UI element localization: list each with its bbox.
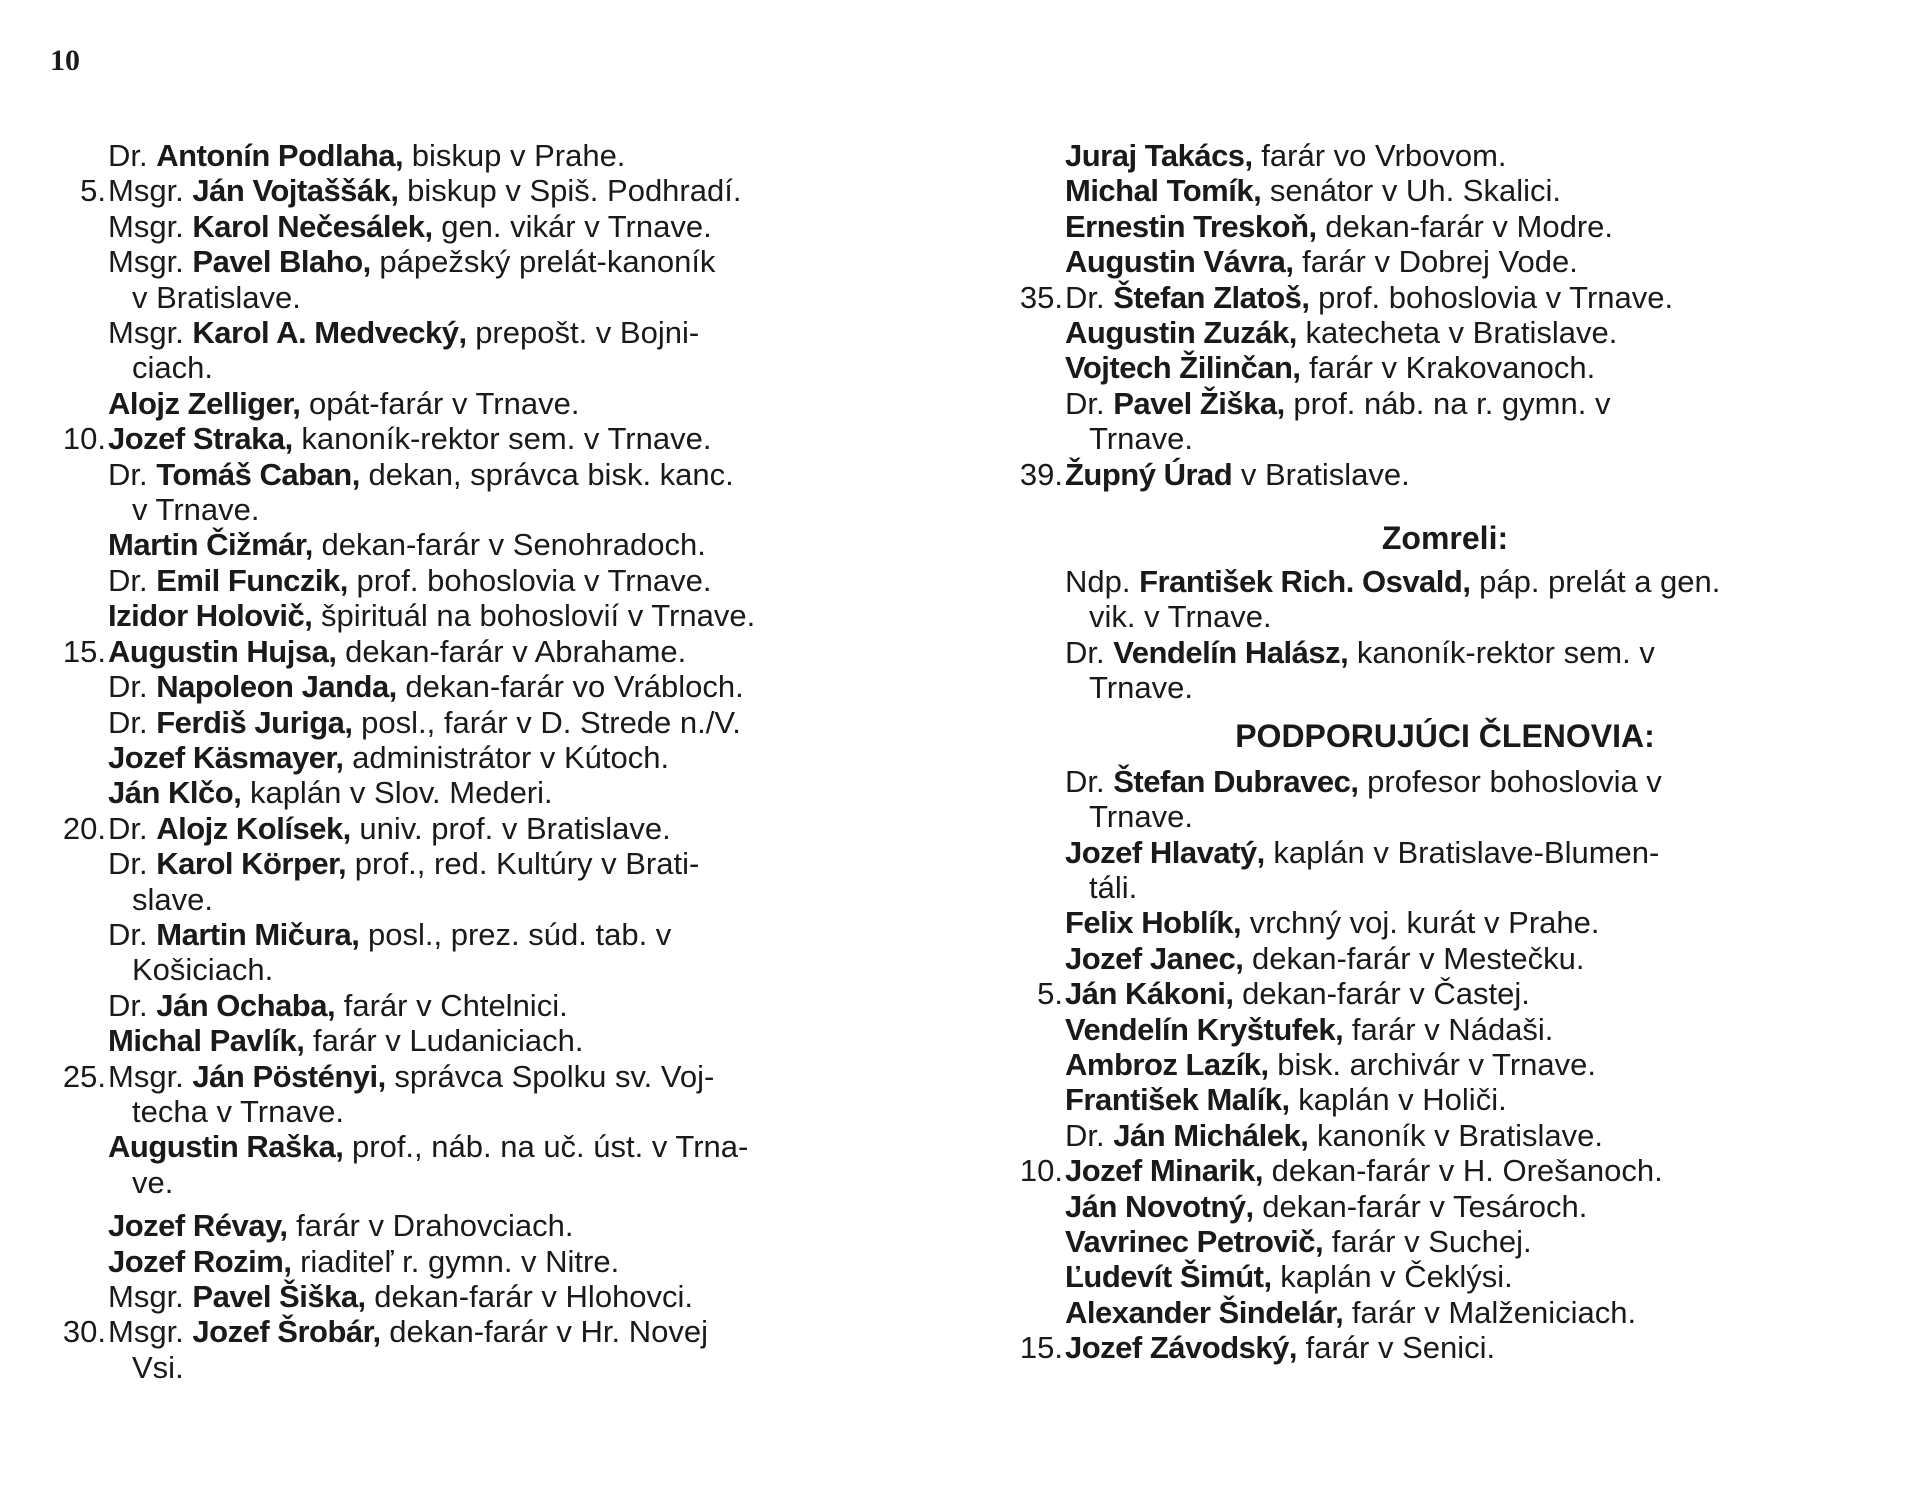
entry-line <box>108 1279 918 1314</box>
list-entry <box>1005 976 1885 1011</box>
left-column <box>48 138 918 1385</box>
entry-line <box>108 563 918 598</box>
entry-line <box>108 1059 918 1094</box>
entry-number: 30. <box>62 1314 106 1350</box>
entry-title: Dr. <box>108 846 148 882</box>
entry-name: Pavel Blaho, <box>192 244 371 280</box>
entry-name: Martin Mičura, <box>156 916 360 952</box>
entry-line <box>108 669 918 704</box>
entry-name: František Rich. Osvald, <box>1139 564 1471 600</box>
entry-name: Ján Klčo, <box>108 775 242 811</box>
entry-name: Martin Čižmár, <box>108 527 313 563</box>
member-list-left <box>48 138 918 1385</box>
entry-name: Ferdiš Juriga, <box>156 704 353 740</box>
entry-description: riaditeľ r. gymn. v Nitre. <box>300 1243 620 1279</box>
entry-description: biskup v Spiš. Podhradí. <box>407 173 742 209</box>
entry-name: Napoleon Janda, <box>156 669 397 705</box>
entry-description: páp. prelát a gen. <box>1479 564 1721 600</box>
entry-name: Štefan Dubravec, <box>1113 763 1359 799</box>
entry-name: Štefan Zlatoš, <box>1113 279 1310 315</box>
entry-name: Juraj Takács, <box>1065 138 1253 173</box>
entry-title: Dr. <box>1065 634 1105 670</box>
entry-name: Pavel Šiška, <box>192 1279 366 1314</box>
entry-line <box>108 988 918 1023</box>
entry-name: Jozef Käsmayer, <box>108 739 344 775</box>
entry-name: Augustin Raška, <box>108 1129 344 1165</box>
entry-description: farár v Suchej. <box>1331 1223 1532 1259</box>
entry-name: Ján Vojtaššák, <box>192 173 399 209</box>
entry-line <box>1065 1330 1885 1365</box>
entry-line <box>1065 173 1885 208</box>
entry-description: dekan, správca bisk. kanc. <box>368 456 734 492</box>
entry-description: dekan-farár v Senohradoch. <box>321 527 706 563</box>
entry-name: Michal Pavlík, <box>108 1023 305 1059</box>
list-entry <box>48 457 918 528</box>
entry-title: Msgr. <box>108 315 184 351</box>
entry-description: prof. náb. na r. gymn. v <box>1293 385 1611 421</box>
list-entry <box>48 634 918 669</box>
list-entry <box>1005 457 1885 492</box>
entry-number: 35. <box>1019 279 1063 315</box>
entry-description: univ. prof. v Bratislave. <box>359 810 671 846</box>
entry-name: Jozef Straka, <box>108 421 293 457</box>
entry-name: Jozef Révay, <box>108 1208 288 1244</box>
entry-line <box>1065 1082 1885 1117</box>
entry-description: špirituál na bohoslovií v Trnave. <box>320 598 756 634</box>
entry-line <box>108 705 918 740</box>
entry-description: opát-farár v Trnave. <box>308 385 580 421</box>
supporting-members-list <box>1005 764 1885 1366</box>
deceased-list <box>1005 564 1885 706</box>
entry-name: Felix Hoblík, <box>1065 905 1242 941</box>
entry-name: Jozef Závodský, <box>1065 1330 1297 1366</box>
entry-name: Augustin Zuzák, <box>1065 315 1297 351</box>
list-entry <box>1005 635 1885 706</box>
entry-line <box>108 209 918 244</box>
list-entry <box>48 740 918 775</box>
entry-title: Dr. <box>1065 279 1105 315</box>
entry-name: Ernestin Treskoň, <box>1065 208 1317 244</box>
entry-description: administrátor v Kútoch. <box>352 739 670 775</box>
entry-number: 15. <box>62 633 106 669</box>
entry-line <box>108 315 918 350</box>
entry-name: Tomáš Caban, <box>156 456 360 492</box>
entry-line <box>108 846 918 881</box>
entry-continuation: vik. v Trnave. <box>1089 599 1272 635</box>
entry-continuation: Trnave. <box>1089 421 1193 457</box>
entry-line <box>1065 564 1885 599</box>
entry-name: František Malík, <box>1065 1082 1290 1118</box>
member-list-right <box>1005 138 1885 492</box>
list-entry <box>48 811 918 846</box>
list-entry <box>1005 1012 1885 1047</box>
entry-line <box>108 1023 918 1058</box>
entry-continuation: Trnave. <box>1089 670 1193 706</box>
entry-line <box>1065 1118 1885 1153</box>
entry-line <box>1065 386 1885 421</box>
entry-title: Dr. <box>108 138 148 173</box>
entry-description: prof., náb. na uč. úst. v Trna- <box>352 1129 749 1165</box>
entry-title: Dr. <box>1065 763 1105 799</box>
list-entry <box>1005 138 1885 173</box>
entry-name: Ján Kákoni, <box>1065 976 1234 1012</box>
entry-description: farár v Dobrej Vode. <box>1302 244 1578 280</box>
entry-line <box>108 457 918 492</box>
list-entry <box>1005 835 1885 906</box>
entry-description: gen. vikár v Trnave. <box>441 208 712 244</box>
entry-title: Dr. <box>108 562 148 598</box>
entry-line <box>1065 350 1885 385</box>
entry-title: Msgr. <box>108 173 184 209</box>
entry-continuation: ciach. <box>132 350 213 386</box>
list-entry <box>48 1059 918 1130</box>
entry-description: bisk. archivár v Trnave. <box>1277 1046 1596 1082</box>
entry-number: 25. <box>62 1058 106 1094</box>
entry-name: Vendelín Halász, <box>1113 634 1349 670</box>
list-entry <box>48 988 918 1023</box>
entry-continuation: v Trnave. <box>132 492 260 528</box>
entry-title: Msgr. <box>108 1058 184 1094</box>
entry-description: dekan-farár v Hr. Novej <box>389 1314 708 1350</box>
entry-description: biskup v Prahe. <box>411 138 626 173</box>
entry-title: Msgr. <box>108 1314 184 1350</box>
list-entry <box>48 669 918 704</box>
entry-continuation: v Bratislave. <box>132 279 301 315</box>
entry-name: Ján Pöstényi, <box>192 1058 386 1094</box>
entry-line <box>1065 1153 1885 1188</box>
list-entry <box>48 138 918 173</box>
entry-description: dekan-farár v H. Orešanoch. <box>1271 1153 1663 1189</box>
entry-description: profesor bohoslovia v <box>1367 763 1662 799</box>
entry-description: kaplán v Slov. Mederi. <box>249 775 553 811</box>
entry-name: Pavel Žiška, <box>1113 385 1285 421</box>
entry-description: farár v Malženiciach. <box>1351 1294 1637 1330</box>
deceased-heading: Zomreli: <box>1381 520 1509 557</box>
entry-line <box>1065 315 1885 350</box>
list-entry <box>1005 1224 1885 1259</box>
entry-line <box>108 1314 918 1349</box>
list-entry <box>48 1279 918 1314</box>
list-entry <box>48 244 918 315</box>
entry-line <box>108 244 918 279</box>
entry-name: Alojz Kolísek, <box>156 810 351 846</box>
entry-description: správca Spolku sv. Voj- <box>394 1058 715 1094</box>
entry-name: Michal Tomík, <box>1065 173 1262 209</box>
entry-name: Jozef Hlavatý, <box>1065 834 1265 870</box>
list-entry <box>1005 315 1885 350</box>
entry-description: dekan-farár v Hlohovci. <box>374 1279 694 1314</box>
entry-title: Dr. <box>108 987 148 1023</box>
entry-name: Ambroz Lazík, <box>1065 1046 1269 1082</box>
entry-continuation: ve. <box>132 1164 174 1200</box>
entry-number: 10. <box>62 421 106 457</box>
list-entry <box>48 1314 918 1385</box>
entry-name: Karol A. Medvecký, <box>192 315 467 351</box>
entry-name: Jozef Janec, <box>1065 940 1244 976</box>
entry-name: Vavrinec Petrovič, <box>1065 1223 1324 1259</box>
list-entry <box>48 846 918 917</box>
list-entry <box>48 1023 918 1058</box>
supporting-members-heading: PODPORUJÚCI ČLENOVIA: <box>1235 717 1655 754</box>
list-entry <box>1005 1330 1885 1365</box>
entry-description: senátor v Uh. Skalici. <box>1269 173 1561 209</box>
entry-title: Dr. <box>1065 1117 1105 1153</box>
entry-line <box>1065 1224 1885 1259</box>
entry-line <box>1065 635 1885 670</box>
entry-name: Župný Úrad <box>1065 456 1233 492</box>
entry-line <box>1065 1189 1885 1224</box>
entry-description: farár v Senici. <box>1305 1330 1496 1366</box>
entry-description: farár v Krakovanoch. <box>1309 350 1596 386</box>
entry-name: Jozef Rozim, <box>108 1243 292 1279</box>
entry-line <box>108 173 918 208</box>
list-entry <box>1005 905 1885 940</box>
list-entry <box>1005 1259 1885 1294</box>
entry-description: prof., red. Kultúry v Brati- <box>354 846 700 882</box>
entry-description: farár v Drahovciach. <box>296 1208 574 1244</box>
list-entry <box>1005 1047 1885 1082</box>
entry-title: Ndp. <box>1065 564 1131 600</box>
list-entry <box>48 173 918 208</box>
entry-line <box>108 811 918 846</box>
entry-description: v Bratislave. <box>1240 456 1410 492</box>
list-entry <box>48 1129 918 1200</box>
list-entry <box>1005 1082 1885 1117</box>
entry-description: kaplán v Holiči. <box>1298 1082 1507 1118</box>
list-entry <box>48 209 918 244</box>
entry-line <box>1065 764 1885 799</box>
entry-description: prepošt. v Bojni- <box>475 315 700 351</box>
list-entry <box>1005 173 1885 208</box>
entry-line <box>1065 1295 1885 1330</box>
entry-continuation: Košiciach. <box>132 952 274 988</box>
entry-name: Augustin Hujsa, <box>108 633 337 669</box>
entry-number: 15. <box>1019 1330 1063 1366</box>
list-entry <box>48 917 918 988</box>
list-entry <box>1005 941 1885 976</box>
entry-name: Alojz Zelliger, <box>108 385 301 421</box>
list-entry <box>1005 350 1885 385</box>
entry-line <box>108 138 918 173</box>
list-entry <box>1005 564 1885 635</box>
entry-title: Dr. <box>108 704 148 740</box>
list-entry <box>1005 1118 1885 1153</box>
entry-line <box>1065 835 1885 870</box>
entry-description: farár v Ludaniciach. <box>312 1023 584 1059</box>
list-entry <box>48 705 918 740</box>
entry-line <box>108 386 918 421</box>
list-entry <box>48 563 918 598</box>
entry-description: prof. bohoslovia v Trnave. <box>356 562 712 598</box>
entry-name: Emil Funczik, <box>156 562 348 598</box>
list-entry <box>1005 209 1885 244</box>
entry-line <box>108 740 918 775</box>
list-entry <box>1005 1189 1885 1224</box>
entry-line <box>108 1208 918 1243</box>
entry-line <box>108 598 918 633</box>
list-entry <box>1005 386 1885 457</box>
entry-description: farár v Chtelnici. <box>343 987 568 1023</box>
list-entry <box>1005 1295 1885 1330</box>
entry-description: farár vo Vrbovom. <box>1261 138 1507 173</box>
entry-description: vrchný voj. kurát v Prahe. <box>1249 905 1600 941</box>
entry-number: 20. <box>62 810 106 846</box>
entry-number: 39. <box>1019 456 1063 492</box>
entry-name: Izidor Holovič, <box>108 598 313 634</box>
entry-line <box>108 1244 918 1279</box>
right-column <box>1005 138 1885 1366</box>
list-entry <box>1005 1153 1885 1188</box>
entry-line <box>108 634 918 669</box>
entry-name: Ján Novotný, <box>1065 1188 1254 1224</box>
entry-description: kanoník v Bratislave. <box>1316 1117 1603 1153</box>
entry-title: Dr. <box>108 669 148 705</box>
entry-name: Karol Körper, <box>156 846 347 882</box>
entry-description: dekan-farár v Mestečku. <box>1252 940 1585 976</box>
entry-name: Ľudevít Šimút, <box>1065 1259 1272 1295</box>
entry-description: posl., prez. súd. tab. v <box>368 916 672 952</box>
entry-line <box>108 775 918 810</box>
entry-title: Dr. <box>1065 385 1105 421</box>
entry-line <box>1065 1012 1885 1047</box>
entry-number: 5. <box>1037 976 1063 1012</box>
list-entry <box>48 386 918 421</box>
entry-description: dekan-farár v Modre. <box>1325 208 1613 244</box>
entry-line <box>1065 280 1885 315</box>
entry-description: dekan-farár v Tesároch. <box>1262 1188 1588 1224</box>
entry-description: farár v Nádaši. <box>1351 1011 1554 1047</box>
entry-name: Ján Ochaba, <box>156 987 336 1023</box>
entry-description: katecheta v Bratislave. <box>1305 315 1618 351</box>
entry-title: Msgr. <box>108 208 184 244</box>
entry-description: kaplán v Bratislave-Blumen- <box>1273 834 1660 870</box>
list-entry <box>1005 764 1885 835</box>
entry-description: dekan-farár vo Vrábloch. <box>405 669 744 705</box>
entry-line <box>108 421 918 456</box>
list-entry <box>48 315 918 386</box>
entry-line <box>1065 1047 1885 1082</box>
entry-description: kanoník-rektor sem. v <box>1356 634 1655 670</box>
entry-description: dekan-farár v Častej. <box>1242 976 1530 1012</box>
entry-name: Vojtech Žilinčan, <box>1065 350 1301 386</box>
entry-line <box>108 527 918 562</box>
entry-line <box>108 1129 918 1164</box>
entry-title: Dr. <box>108 456 148 492</box>
entry-number: 5. <box>80 173 106 209</box>
entry-description: dekan-farár v Abrahame. <box>345 633 687 669</box>
entry-title: Dr. <box>108 916 148 952</box>
entry-title: Msgr. <box>108 244 184 280</box>
list-entry <box>48 527 918 562</box>
entry-line <box>1065 457 1885 492</box>
entry-name: Jozef Šrobár, <box>192 1314 381 1350</box>
entry-name: Augustin Vávra, <box>1065 244 1294 280</box>
entry-name: Karol Nečesálek, <box>192 208 433 244</box>
entry-line <box>1065 1259 1885 1294</box>
entry-title: Msgr. <box>108 1279 184 1314</box>
entry-line <box>1065 138 1885 173</box>
entry-name: Ján Michálek, <box>1113 1117 1309 1153</box>
entry-continuation: Trnave. <box>1089 799 1193 835</box>
entry-name: Vendelín Kryštufek, <box>1065 1011 1344 1047</box>
entry-line <box>1065 905 1885 940</box>
entry-continuation: slave. <box>132 881 213 917</box>
entry-description: posl., farár v D. Strede n./V. <box>361 704 741 740</box>
entry-line <box>1065 209 1885 244</box>
entry-line <box>108 917 918 952</box>
list-entry <box>48 775 918 810</box>
entry-continuation: techa v Trnave. <box>132 1093 344 1129</box>
list-entry <box>48 1244 918 1279</box>
entry-description: kaplán v Čeklýsi. <box>1280 1259 1513 1295</box>
entry-name: Alexander Šindelár, <box>1065 1294 1344 1330</box>
entry-description: kanoník-rektor sem. v Trnave. <box>301 421 712 457</box>
list-entry <box>48 421 918 456</box>
page-number: 10 <box>50 44 80 77</box>
entry-description: pápežský prelát-kanoník <box>379 244 716 280</box>
entry-continuation: táli. <box>1089 869 1138 905</box>
entry-name: Jozef Minarik, <box>1065 1153 1263 1189</box>
entry-line <box>1065 941 1885 976</box>
entry-line <box>1065 244 1885 279</box>
entry-number: 10. <box>1019 1153 1063 1189</box>
list-entry <box>1005 280 1885 315</box>
entry-description: prof. bohoslovia v Trnave. <box>1318 279 1674 315</box>
entry-line <box>1065 976 1885 1011</box>
list-entry <box>48 1208 918 1243</box>
entry-name: Antonín Podlaha, <box>156 138 404 173</box>
list-entry <box>1005 244 1885 279</box>
entry-continuation: Vsi. <box>132 1349 184 1385</box>
list-entry <box>48 598 918 633</box>
entry-title: Dr. <box>108 810 148 846</box>
